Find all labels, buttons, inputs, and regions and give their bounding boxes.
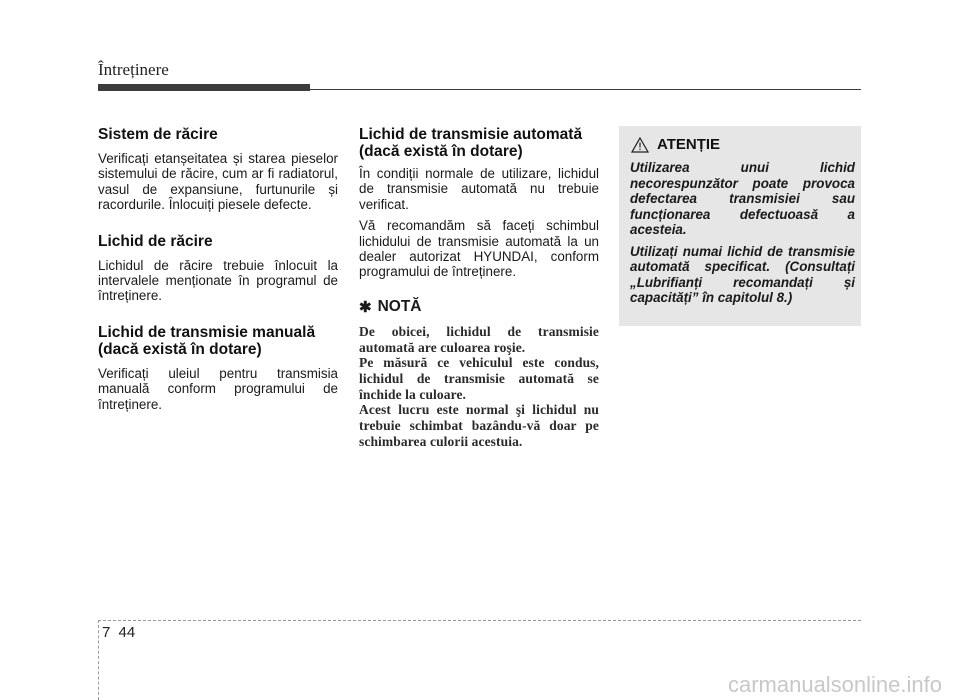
note-heading	[359, 298, 599, 316]
note-text: Acest lucru este normal şi lichidul nu trebuie schimbat bazându-vă doar pe schimbarea culorii acestuia.	[359, 402, 599, 449]
header-rule	[98, 89, 861, 90]
note-text: Pe măsură ce vehiculul este condus, lichidul de transmisie automată se închide la culoare.	[359, 355, 599, 402]
warning-title: ATENȚIE	[657, 136, 721, 153]
note-body	[359, 324, 599, 450]
note-text: De obicei, lichidul de transmisie automată are culoarea roşie.	[359, 323, 599, 355]
section-title: Lichid de transmisie automată (dacă există în dotare)	[359, 126, 583, 160]
warning-box	[619, 126, 861, 326]
footer-rule	[98, 620, 861, 621]
page-header-title: Întreținere	[98, 60, 169, 79]
paragraph: Vă recomandăm să faceți schimbul lichidului de transmisie automată la un dealer autorizat HYUNDAI, conform programului de întreținere.	[359, 218, 599, 280]
page-number: 7 44	[102, 624, 136, 641]
section-text: Verificați etanșeitatea și starea pieselor sistemului de răcire, cum ar fi radiatorul, vasul de expansiune, furtunurile și racordurile. Înlocuiți piesele defecte.	[98, 151, 338, 213]
section-text: Lichidul de răcire trebuie înlocuit la intervalele menționate în programul de întreținere.	[98, 257, 338, 304]
middle-column	[359, 126, 599, 449]
section-title: Lichid de transmisie manuală (dacă există în dotare)	[98, 323, 316, 358]
warning-paragraph: Utilizarea unui lichid necorespunzător poate provoca defectarea transmisiei sau funcționarea defectuoasă a acesteia.	[630, 160, 855, 237]
section-title: Sistem de răcire	[98, 126, 218, 143]
warning-heading	[631, 136, 720, 153]
warning-paragraph: Utilizați numai lichid de transmisie automată specificat. (Consultați „Lubrifianți recomandați și capacități” în capitolul 8.)	[630, 243, 855, 305]
footer-vertical-rule	[98, 620, 99, 700]
watermark: carmanualsonline.info	[727, 672, 942, 697]
paragraph: În condiții normale de utilizare, lichidul de transmisie automată nu trebuie verificat.	[359, 166, 599, 212]
warning-triangle-icon	[631, 137, 649, 153]
left-column	[98, 126, 338, 432]
section-coolant	[98, 233, 338, 304]
section-text: Verificați uleiul pentru transmisia manuală conform programului de întreținere.	[98, 365, 338, 412]
section-title: Lichid de răcire	[98, 232, 213, 250]
section-manual-transmission	[98, 324, 338, 412]
section-cooling-system	[98, 126, 338, 213]
warning-text	[630, 160, 855, 312]
note-title: NOTĂ	[377, 297, 422, 315]
star-icon: ✱	[359, 298, 372, 316]
